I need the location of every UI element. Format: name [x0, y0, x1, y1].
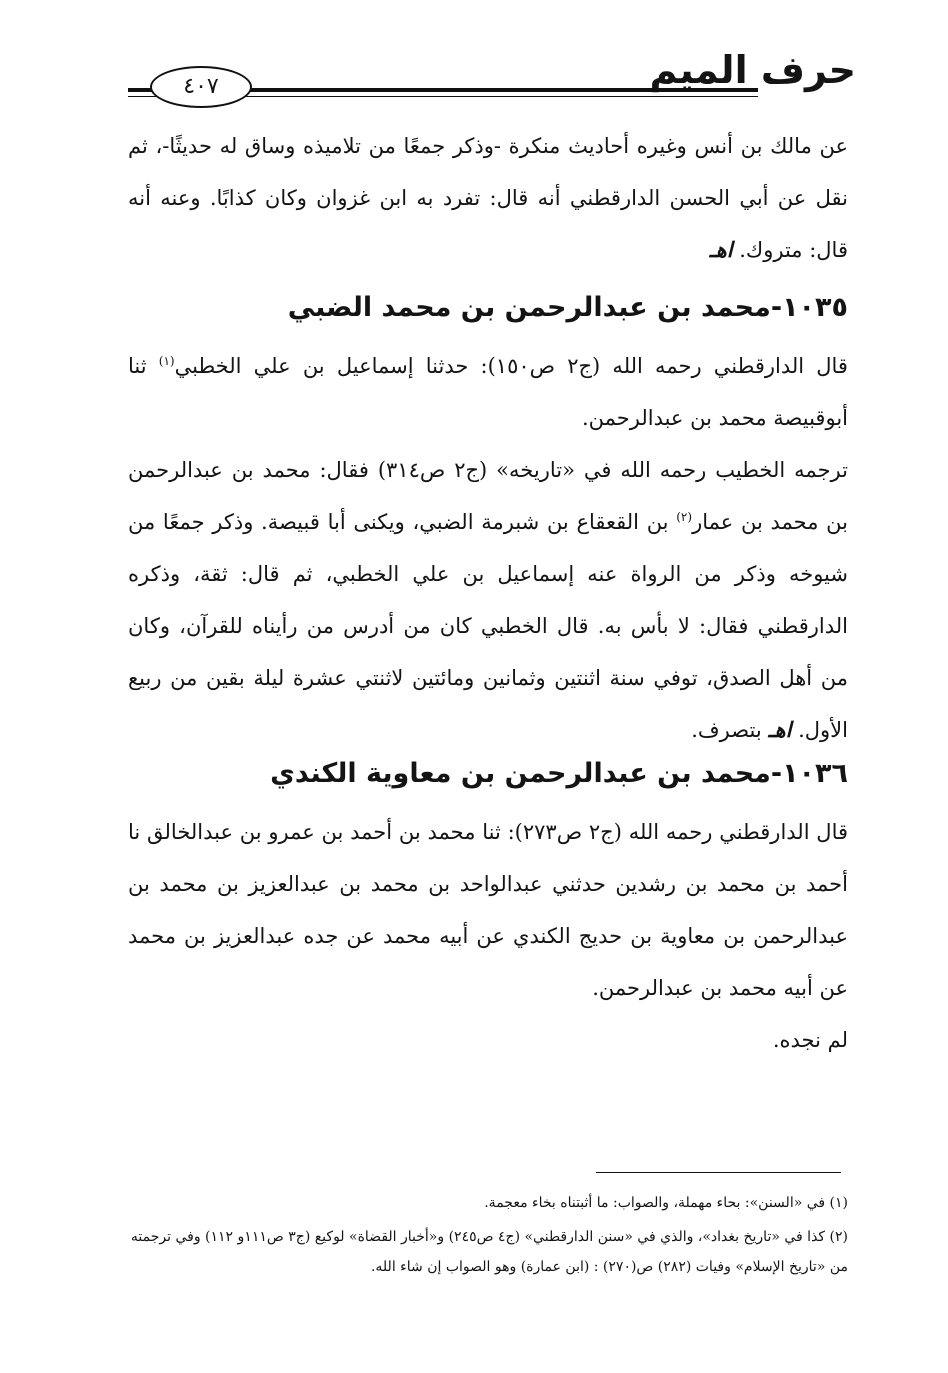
paragraph-text: ترجمه الخطيب رحمه الله في «تاريخه» (ج٢ ص٣١٤) فقال: محمد بن عبدالرحمن بن محمد بن عمار: [128, 458, 848, 534]
entry-heading-1035: ١٠٣٥-محمد بن عبدالرحمن بن محمد الضبي: [287, 292, 848, 323]
footnote-1: (١) في «السنن»: بحاء مهملة، والصواب: ما أثبتناه بخاء معجمة.: [484, 1195, 848, 1211]
entry-1036-source-paragraph: قال الدارقطني رحمه الله (ج٢ ص٢٧٣): ثنا محمد بن أحمد بن عمرو بن عبدالخالق نا أحمد بن محمد بن رشدين حدثني عبدالواحد بن محمد بن عبدالعزيز بن محمد بن عبدالرحمن بن معاوية بن حديج الكندي عن أبيه محمد عن جده عبدالعزيز بن محمد عن أبيه محمد بن عبدالرحمن.: [128, 820, 849, 1000]
paragraph-text: بتصرف.: [691, 718, 762, 742]
paragraph-text: بن القعقاع بن شبرمة الضبي، ويكنى أبا قبيصة. وذكر جمعًا من شيوخه وذكر من الرواة عنه إسماعيل بن علي الخطبي، ثم قال: ثقة، وذكره الدارقطني فقال: لا بأس به. قال الخطبي كان من أدرس من رأيناه للقرآن، وكان من أهل الصدق، توفي سنة اثنتين وثمانين ومائتين لاثنتي عشرة ليلة بقين من ربيع الأول.: [128, 510, 848, 742]
entry-1035-source-paragraph: [128, 340, 848, 444]
paragraph-text: قال الدارقطني رحمه الله (ج٢ ص١٥٠): حدثنا إسماعيل بن علي الخطبي: [174, 354, 848, 378]
footnote-separator: [596, 1172, 841, 1173]
running-header-title: حرف الميم: [649, 48, 856, 92]
end-quote-marker: اهـ: [709, 237, 733, 262]
continuation-paragraph: [128, 120, 848, 276]
paragraph-text: عن مالك بن أنس وغيره أحاديث منكرة -وذكر جمعًا من تلاميذه وساق له حديثًا-، ثم نقل عن أبي الحسن الدارقطني أنه قال: تفرد به ابن غزوان وكان كذابًا. وعنه أنه قال: متروك.: [128, 134, 848, 262]
end-quote-marker: اهـ: [768, 717, 792, 742]
footnote-ref-1[interactable]: (١): [158, 354, 175, 368]
paragraph-text: ثنا أبوقبيصة محمد بن عبدالرحمن.: [128, 354, 848, 430]
page-number: ٤٠٧: [150, 66, 252, 108]
entry-1036-result-paragraph: لم نجده.: [772, 1028, 848, 1052]
entry-1035-biography-paragraph: [128, 444, 848, 756]
footnote-2: (٢) كذا في «تاريخ بغداد»، والذي في «سنن الدارقطني» (ج٤ ص٢٤٥) و«أخبار القضاة» لوكيع (ج٣ ص١١١و ١١٢) وفي ترجمته من «تاريخ الإسلام» وفيات (٢٨٢) ص(٢٧٠) : (ابن عمارة) وهو الصواب إن شاء الله.: [130, 1229, 848, 1275]
entry-heading-1036: ١٠٣٦-محمد بن عبدالرحمن بن معاوية الكندي: [270, 758, 848, 789]
footnote-ref-2[interactable]: (٢): [676, 510, 693, 524]
